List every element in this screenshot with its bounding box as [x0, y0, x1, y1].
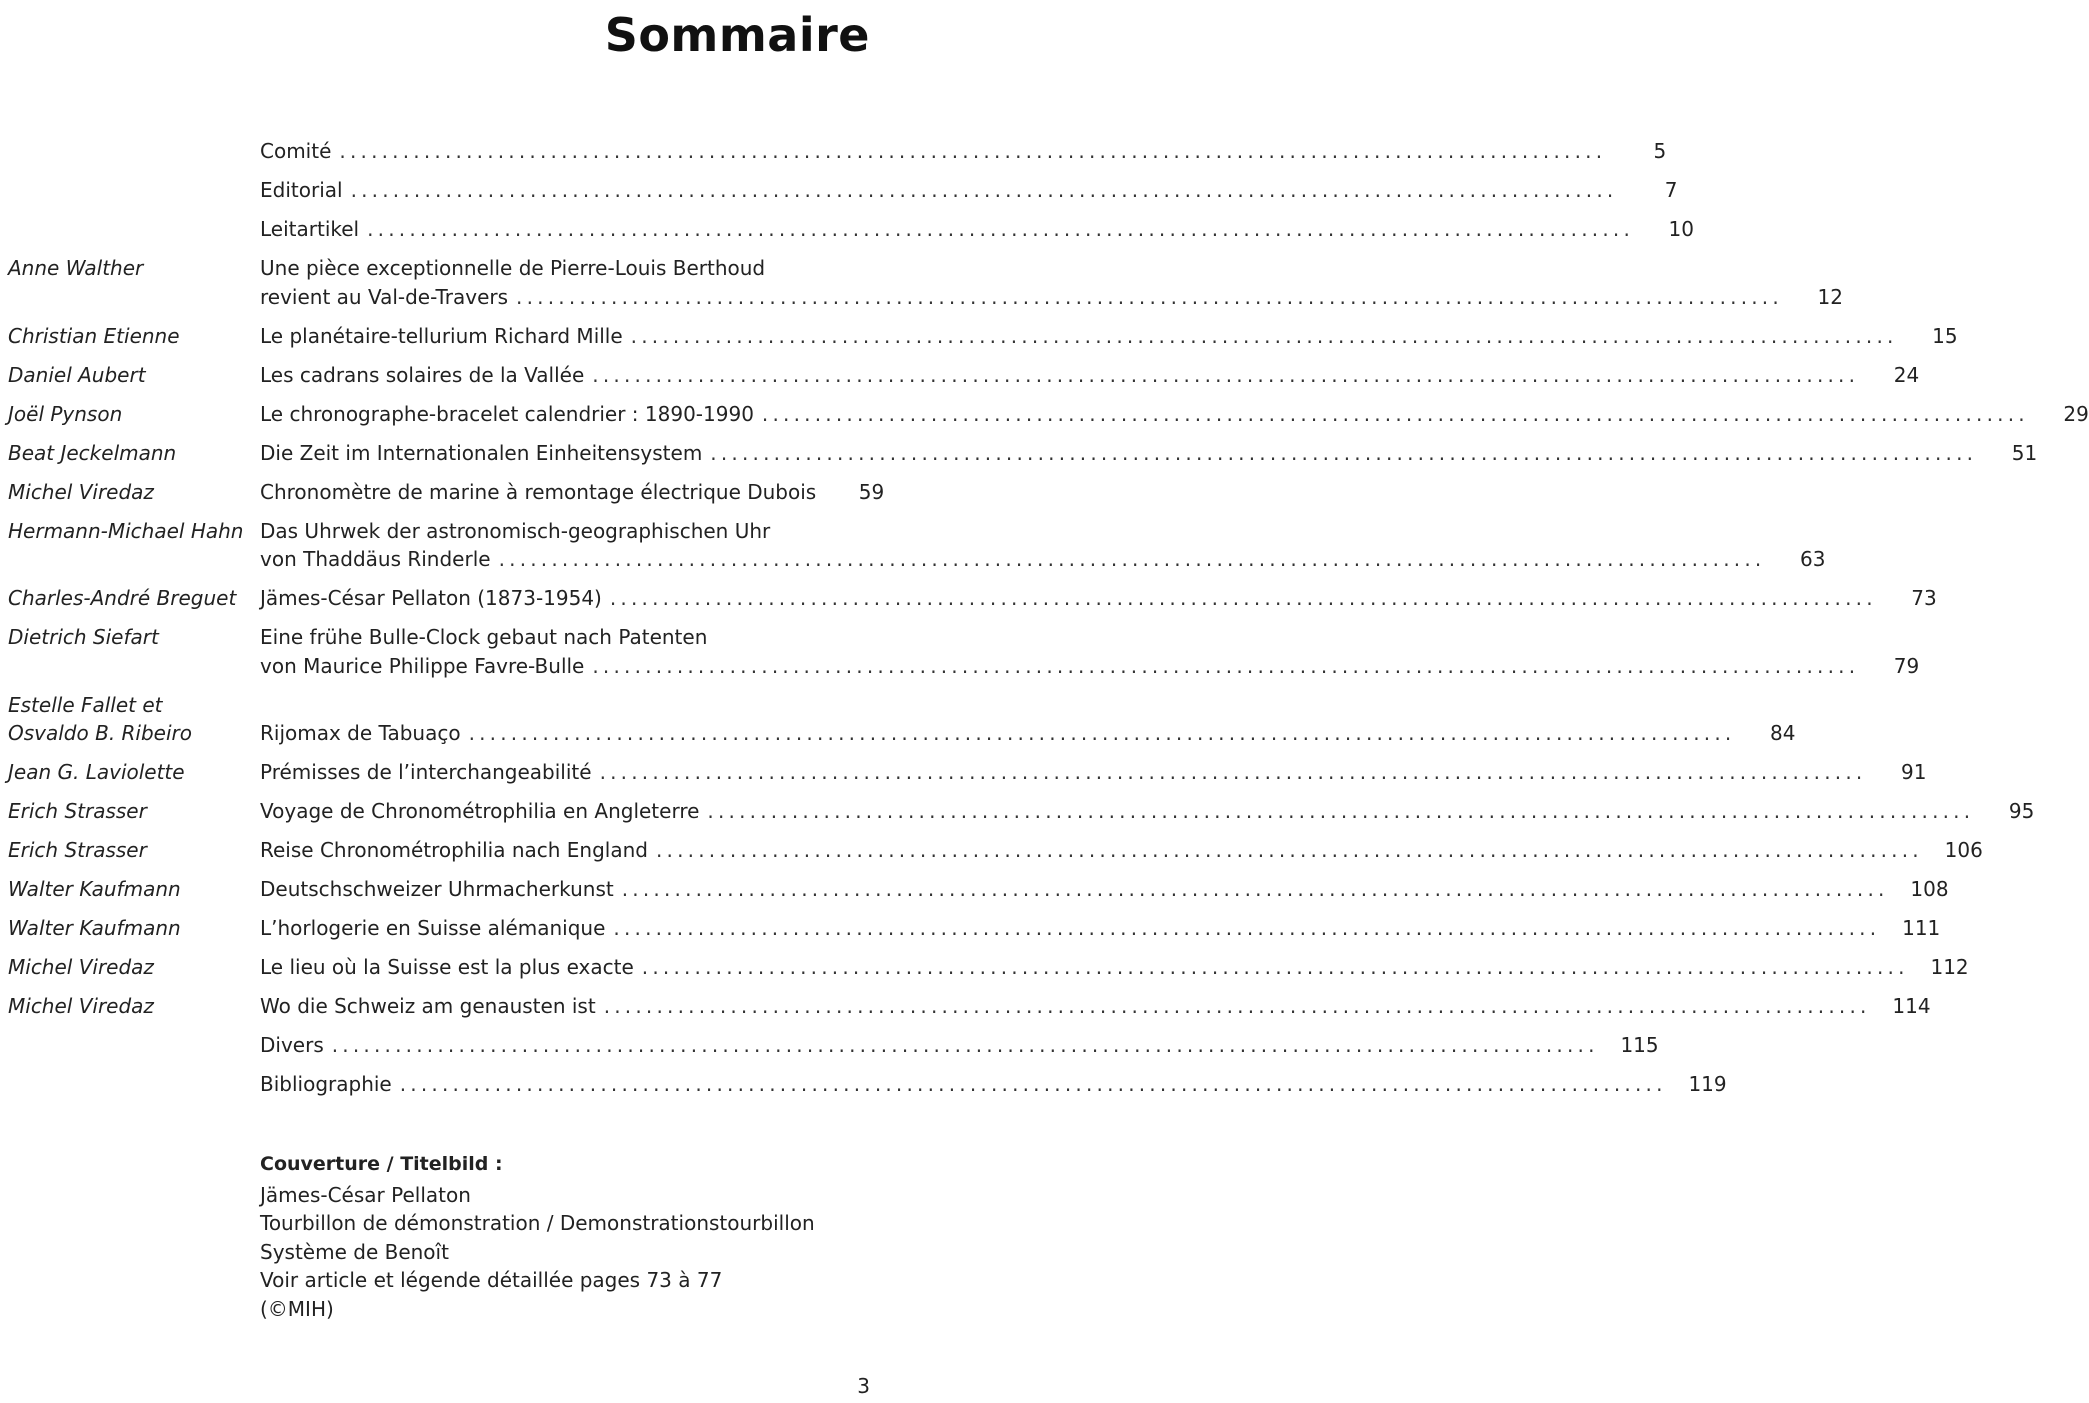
toc-title-text: Comité	[260, 139, 332, 163]
dot-leader: ........................................................................................................................	[331, 1033, 1599, 1057]
toc-leader-line	[260, 1031, 1659, 1060]
toc-title-text: Leitartikel	[260, 217, 360, 241]
toc-author: Charles-André Breguet	[8, 586, 237, 610]
toc-leader-line	[260, 836, 1983, 865]
toc-author: Anne Walther	[8, 256, 144, 280]
dot-leader: ........................................................................................................................	[399, 1072, 1667, 1096]
toc-title-text: Bibliographie	[260, 1072, 392, 1096]
dot-leader: ........................................................................................................................	[761, 401, 2029, 426]
toc-author: Michel Viredaz	[8, 955, 154, 979]
toc-page-number: 111	[1902, 916, 1941, 940]
toc-author: Walter Kaufmann	[8, 877, 181, 901]
toc-entry	[0, 137, 1667, 166]
toc-leader-line	[260, 652, 1920, 681]
dot-leader: ........................................................................................................................	[707, 799, 1975, 823]
toc-author: Hermann-Michael Hahn	[8, 518, 244, 543]
toc-author: Michel Viredaz	[8, 994, 154, 1018]
toc-page-number: 73	[1911, 586, 1937, 610]
toc-leader-line	[260, 478, 885, 507]
toc-page-number: 5	[1653, 139, 1667, 163]
toc-page-number: 29	[2063, 401, 2089, 426]
toc-author: Dietrich Siefart	[8, 625, 159, 649]
toc-title-text: Les cadrans solaires de la Vallée	[260, 362, 585, 387]
toc-title-text: von Maurice Philippe Favre-Bulle	[260, 653, 585, 678]
dot-leader: ........................................................................................................................	[367, 217, 1634, 241]
toc-leader-line	[260, 215, 1694, 244]
dot-leader: ........................................................................................................................	[468, 721, 1736, 745]
toc-entry	[0, 691, 1796, 748]
toc-title	[260, 1070, 1727, 1099]
dot-leader: ........................................................................................................................	[599, 760, 1867, 784]
toc-leader-line	[260, 176, 1678, 205]
toc-page-number: 12	[1817, 284, 1843, 309]
toc-title-line: Une pièce exceptionnelle de Pierre-Louis Berthoud	[260, 256, 766, 280]
toc-entry	[0, 215, 1694, 244]
toc-title-text: von Thaddäus Rinderle	[260, 547, 491, 571]
toc-author: Erich Strasser	[8, 799, 147, 823]
toc-leader-line	[260, 719, 1796, 748]
toc-title	[260, 439, 2038, 468]
toc-title-text: Reise Chronométrophilia nach England	[260, 838, 648, 862]
toc-leader-line	[260, 797, 2035, 826]
toc-page-number: 91	[1901, 760, 1927, 784]
cover-caption	[260, 1150, 815, 1324]
toc-leader-line	[260, 137, 1667, 166]
toc-title	[260, 137, 1667, 166]
toc-entry	[0, 875, 1949, 904]
toc-author: Beat Jeckelmann	[8, 440, 177, 465]
toc-page-number: 108	[1910, 877, 1949, 901]
dot-leader: ........................................................................................................................	[609, 586, 1877, 610]
page-number: 3	[857, 1374, 870, 1398]
toc-page-number: 79	[1893, 653, 1920, 678]
toc-entry	[0, 322, 1958, 351]
toc-title	[260, 953, 1969, 982]
toc-leader-line	[260, 1070, 1727, 1099]
toc-entry	[0, 478, 900, 507]
toc-title	[260, 322, 1958, 351]
toc-entry	[0, 400, 2089, 429]
toc-title	[260, 478, 885, 507]
toc-page-number: 7	[1664, 178, 1678, 202]
toc-title	[260, 758, 1927, 787]
toc-entry	[0, 517, 1826, 574]
toc-leader-line	[260, 439, 2038, 468]
toc-title-text: Deutschschweizer Uhrmacherkunst	[260, 877, 614, 901]
toc-author: Estelle Fallet et Osvaldo B. Ribeiro	[8, 692, 193, 745]
cover-line: Jämes-César Pellaton	[260, 1182, 471, 1207]
toc-title-line: Eine frühe Bulle-Clock gebaut nach Patenten	[260, 625, 708, 649]
toc-leader-line	[260, 758, 1927, 787]
dot-leader: ........................................................................................................................	[710, 440, 1978, 465]
toc-author: Jean G. Laviolette	[8, 760, 185, 784]
toc-author: Daniel Aubert	[8, 362, 146, 387]
dot-leader: ........................................................................................................................	[630, 323, 1898, 348]
dot-leader: ........................................................................................................................	[641, 955, 1909, 979]
toc-page-number: 106	[1944, 838, 1983, 862]
toc-entry	[0, 914, 1941, 943]
dot-leader: ........................................................................................................................	[613, 916, 1881, 940]
dot-leader: ........................................................................................................................	[655, 838, 1923, 862]
table-of-contents	[0, 137, 2089, 1109]
dot-leader: ........................................................................................................................	[621, 877, 1889, 901]
cover-heading: Couverture / Titelbild :	[260, 1153, 503, 1175]
toc-leader-line	[260, 584, 1937, 613]
toc-title-text: Wo die Schweiz am genausten ist	[260, 994, 596, 1018]
toc-page-number: 119	[1688, 1072, 1727, 1096]
dot-leader: ........................................................................................................................	[592, 362, 1860, 387]
toc-title-text: Rijomax de Tabuaço	[260, 721, 461, 745]
toc-title-line: Das Uhrwek der astronomisch-geographischen Uhr	[260, 518, 771, 543]
toc-entry	[0, 758, 1927, 787]
toc-title	[260, 361, 1920, 390]
toc-entry	[0, 953, 1969, 982]
toc-page-number: 95	[2008, 799, 2035, 823]
cover-line: Tourbillon de démonstration / Demonstrationstourbillon	[260, 1211, 815, 1236]
toc-page-number: 51	[2011, 440, 2038, 465]
toc-leader-line	[260, 953, 1969, 982]
toc-entry	[0, 623, 1920, 680]
toc-author: Christian Etienne	[8, 323, 180, 348]
toc-page-number: 114	[1892, 994, 1931, 1018]
toc-leader-line	[260, 545, 1826, 574]
toc-entry	[0, 1070, 1727, 1099]
toc-title	[260, 992, 1931, 1021]
toc-title	[260, 215, 1694, 244]
toc-title	[260, 797, 2035, 826]
dot-leader: ........................................................................................................................	[350, 178, 1618, 202]
toc-title	[260, 584, 1937, 613]
cover-line: Voir article et légende détaillée pages 73 à 77	[260, 1268, 723, 1293]
toc-entry	[0, 1031, 1659, 1060]
toc-entry	[0, 797, 2035, 826]
toc-leader-line	[260, 992, 1931, 1021]
toc-title-text: Chronomètre de marine à remontage électrique Dubois	[260, 479, 817, 504]
dot-leader: ........................................................................................................................	[603, 994, 1871, 1018]
toc-author: Michel Viredaz	[8, 479, 154, 504]
toc-leader-line	[260, 400, 2089, 429]
toc-entry	[0, 836, 1983, 865]
toc-title	[260, 691, 1796, 748]
toc-page-number: 112	[1930, 955, 1969, 979]
toc-title	[260, 400, 2089, 429]
cover-line: Système de Benoît	[260, 1239, 449, 1264]
toc-title	[260, 875, 1949, 904]
toc-leader-line	[260, 361, 1920, 390]
toc-author: Joël Pynson	[8, 401, 123, 426]
toc-leader-line	[260, 875, 1949, 904]
toc-title-text: Prémisses de l’interchangeabilité	[260, 760, 592, 784]
toc-entry	[0, 439, 2038, 468]
toc-author: Walter Kaufmann	[8, 916, 181, 940]
toc-leader-line	[260, 322, 1958, 351]
toc-title	[260, 254, 1843, 311]
toc-title-line	[260, 691, 870, 720]
toc-page-number: 10	[1668, 217, 1694, 241]
toc-title-text: Editorial	[260, 178, 343, 202]
toc-title-text: revient au Val-de-Travers	[260, 284, 509, 309]
toc-title-text: Le lieu où la Suisse est la plus exacte	[260, 955, 634, 979]
toc-leader-line	[260, 283, 1843, 312]
toc-title-text: Voyage de Chronométrophilia en Angleterre	[260, 799, 700, 823]
dot-leader: ........................................................................................................................	[592, 653, 1860, 678]
toc-title-text: Jämes-César Pellaton (1873-1954)	[260, 586, 602, 610]
toc-title-text: Die Zeit im Internationalen Einheitensystem	[260, 440, 703, 465]
toc-title	[260, 1031, 1659, 1060]
toc-title	[260, 914, 1941, 943]
toc-page-number: 115	[1620, 1033, 1659, 1057]
toc-entry	[0, 992, 1931, 1021]
toc-title-text: Le planétaire-tellurium Richard Mille	[260, 323, 623, 348]
toc-title	[260, 836, 1983, 865]
toc-title-text: Divers	[260, 1033, 324, 1057]
toc-entry	[0, 254, 1843, 311]
toc-title	[260, 176, 1678, 205]
toc-entry	[0, 176, 1678, 205]
page-title: Sommaire	[604, 8, 870, 62]
toc-title	[260, 517, 1826, 574]
toc-author: Erich Strasser	[8, 838, 147, 862]
toc-entry	[0, 361, 1920, 390]
cover-line: (©MIH)	[260, 1296, 334, 1321]
toc-title-text: Le chronographe-bracelet calendrier : 1890-1990	[260, 401, 754, 426]
dot-leader: ........................................................................................................................	[339, 139, 1607, 163]
toc-leader-line	[260, 914, 1941, 943]
dot-leader: ........................................................................................................................	[498, 547, 1766, 571]
toc-page-number: 15	[1932, 323, 1958, 348]
toc-page-number: 59	[858, 479, 885, 504]
toc-title	[260, 623, 1920, 680]
toc-title-text: L’horlogerie en Suisse alémanique	[260, 916, 606, 940]
toc-page-number: 24	[1893, 362, 1920, 387]
dot-leader: ........................................................................................................................	[516, 284, 1783, 309]
toc-page-number: 84	[1770, 721, 1796, 745]
toc-entry	[0, 584, 1937, 613]
toc-page-number: 63	[1800, 547, 1826, 571]
